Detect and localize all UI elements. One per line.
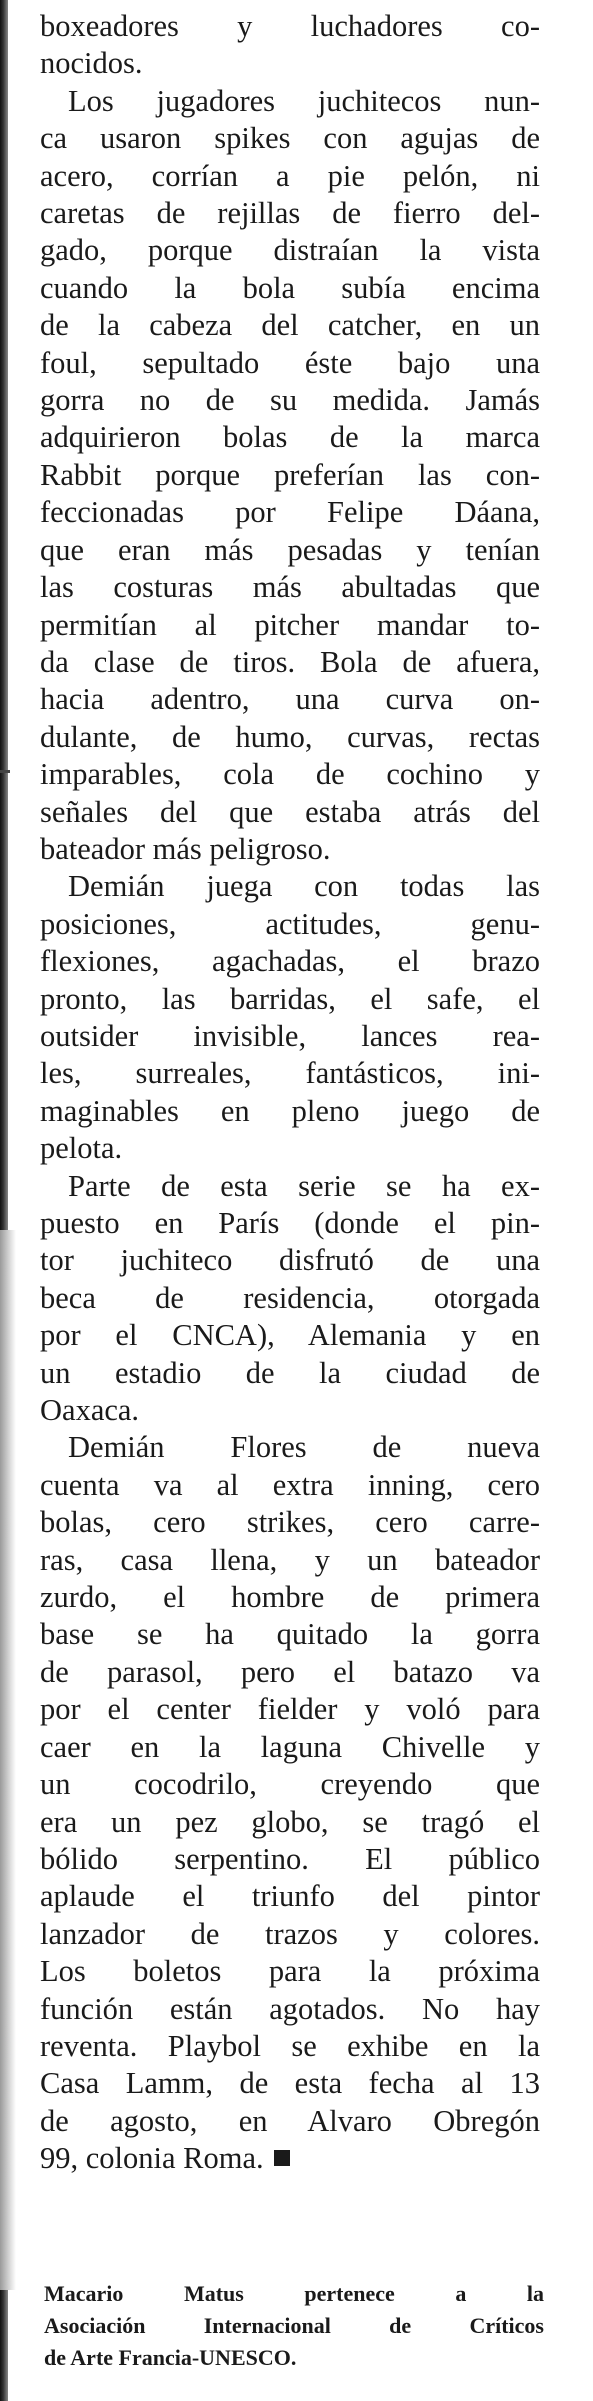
article-column <box>40 8 560 2178</box>
text-line: ca usaron spikes con agujas de <box>40 121 540 156</box>
text-line: flexiones, agachadas, el brazo <box>40 944 540 979</box>
text-line: adquirieron bolas de la marca <box>40 420 540 455</box>
text-line: caer en la laguna Chivelle y <box>40 1729 540 1764</box>
text-line: Oaxaca. <box>40 1393 140 1428</box>
text-line: reventa. Playbol se exhibe en la <box>40 2028 540 2063</box>
text-line: un estadio de la ciudad de <box>40 1355 540 1390</box>
text-line: Los boletos para la próxima <box>40 1954 540 1989</box>
text-line: ras, casa llena, y un bateador <box>40 1542 540 1577</box>
text-line: maginables en pleno juego de <box>40 1093 540 1128</box>
final-text: 99, colonia Roma. <box>40 2141 264 2176</box>
text-line: Parte de esta serie se ha ex- <box>68 1168 540 1203</box>
text-line: da clase de tiros. Bola de afuera, <box>40 644 540 679</box>
text-line: nocidos. <box>40 46 143 81</box>
text-line: Rabbit porque preferían las con- <box>40 457 540 492</box>
text-line: lanzador de trazos y colores. <box>40 1916 540 1951</box>
author-credit <box>44 2278 544 2374</box>
text-line: foul, sepultado éste bajo una <box>40 345 540 380</box>
text-line: base se ha quitado la gorra <box>40 1617 540 1652</box>
text-line: dulante, de humo, curvas, rectas <box>40 719 540 754</box>
text-line: pronto, las barridas, el safe, el <box>40 981 540 1016</box>
paragraph-1 <box>40 8 560 83</box>
text-line: bateador más peligroso. <box>40 831 331 866</box>
text-line: feccionadas por Felipe Dáana, <box>40 495 540 530</box>
text-line: cuenta va al extra inning, cero <box>40 1467 540 1502</box>
text-line: Casa Lamm, de esta fecha al 13 <box>40 2066 540 2101</box>
text-line: un cocodrilo, creyendo que <box>40 1767 540 1802</box>
text-line: hacia adentro, una curva on- <box>40 682 540 717</box>
text-line: acero, corrían a pie pelón, ni <box>40 158 540 193</box>
text-line: de parasol, pero el batazo va <box>40 1654 540 1689</box>
text-line: boxeadores y luchadores co- <box>40 9 540 43</box>
paragraph-2 <box>40 83 560 869</box>
text-line: cuando la bola subía encima <box>40 270 540 305</box>
paragraph-5 <box>40 1429 560 2177</box>
text-line: bólido serpentino. El público <box>40 1841 540 1876</box>
paragraph-4 <box>40 1168 560 1430</box>
text-line: posiciones, actitudes, genu- <box>40 906 540 941</box>
text-line: Los jugadores juchitecos nun- <box>68 83 540 118</box>
text-line: permitían al pitcher mandar to- <box>40 607 540 642</box>
text-line: bolas, cero strikes, cero carre- <box>40 1505 540 1540</box>
text-line: por el center fielder y voló para <box>40 1692 540 1727</box>
text-line: outsider invisible, lances rea- <box>40 1018 540 1053</box>
credit-line: de Arte Francia-UNESCO. <box>44 2345 297 2370</box>
text-line: Demián Flores de nueva <box>68 1430 540 1465</box>
end-of-article-square-icon <box>274 2150 290 2166</box>
text-line: gorra no de su medida. Jamás <box>40 383 540 418</box>
text-line: señales del que estaba atrás del <box>40 794 540 829</box>
text-line: las costuras más abultadas que <box>40 570 540 605</box>
text-line: función están agotados. No hay <box>40 1991 540 2026</box>
text-line: puesto en París (donde el pin- <box>40 1206 540 1240</box>
text-line: gado, porque distraían la vista <box>40 233 540 268</box>
scan-edge-photo-fragment <box>0 1230 16 2290</box>
text-line: de la cabeza del catcher, en un <box>40 308 540 343</box>
text-line: les, surreales, fantásticos, ini- <box>40 1056 540 1091</box>
text-line: era un pez globo, se tragó el <box>40 1804 540 1839</box>
text-line: aplaude el triunfo del pintor <box>40 1879 540 1914</box>
paragraph-3 <box>40 868 560 1167</box>
text-line: Demián juega con todas las <box>68 869 540 904</box>
text-line: tor juchiteco disfrutó de una <box>40 1243 540 1278</box>
credit-line: Asociación Internacional de Críticos <box>44 2313 544 2338</box>
text-line: que eran más pesadas y tenían <box>40 532 540 567</box>
text-line-final <box>40 2140 540 2177</box>
text-line: zurdo, el hombre de primera <box>40 1580 540 1615</box>
text-line: caretas de rejillas de fierro del- <box>40 196 540 231</box>
text-line: de agosto, en Alvaro Obregón <box>40 2103 540 2138</box>
margin-mark <box>0 770 10 773</box>
credit-line: Macario Matus pertenece a la <box>44 2281 544 2306</box>
text-line: beca de residencia, otorgada <box>40 1280 540 1315</box>
text-line: pelota. <box>40 1131 123 1166</box>
text-line: imparables, cola de cochino y <box>40 757 540 792</box>
text-line: por el CNCA), Alemania y en <box>40 1318 540 1353</box>
